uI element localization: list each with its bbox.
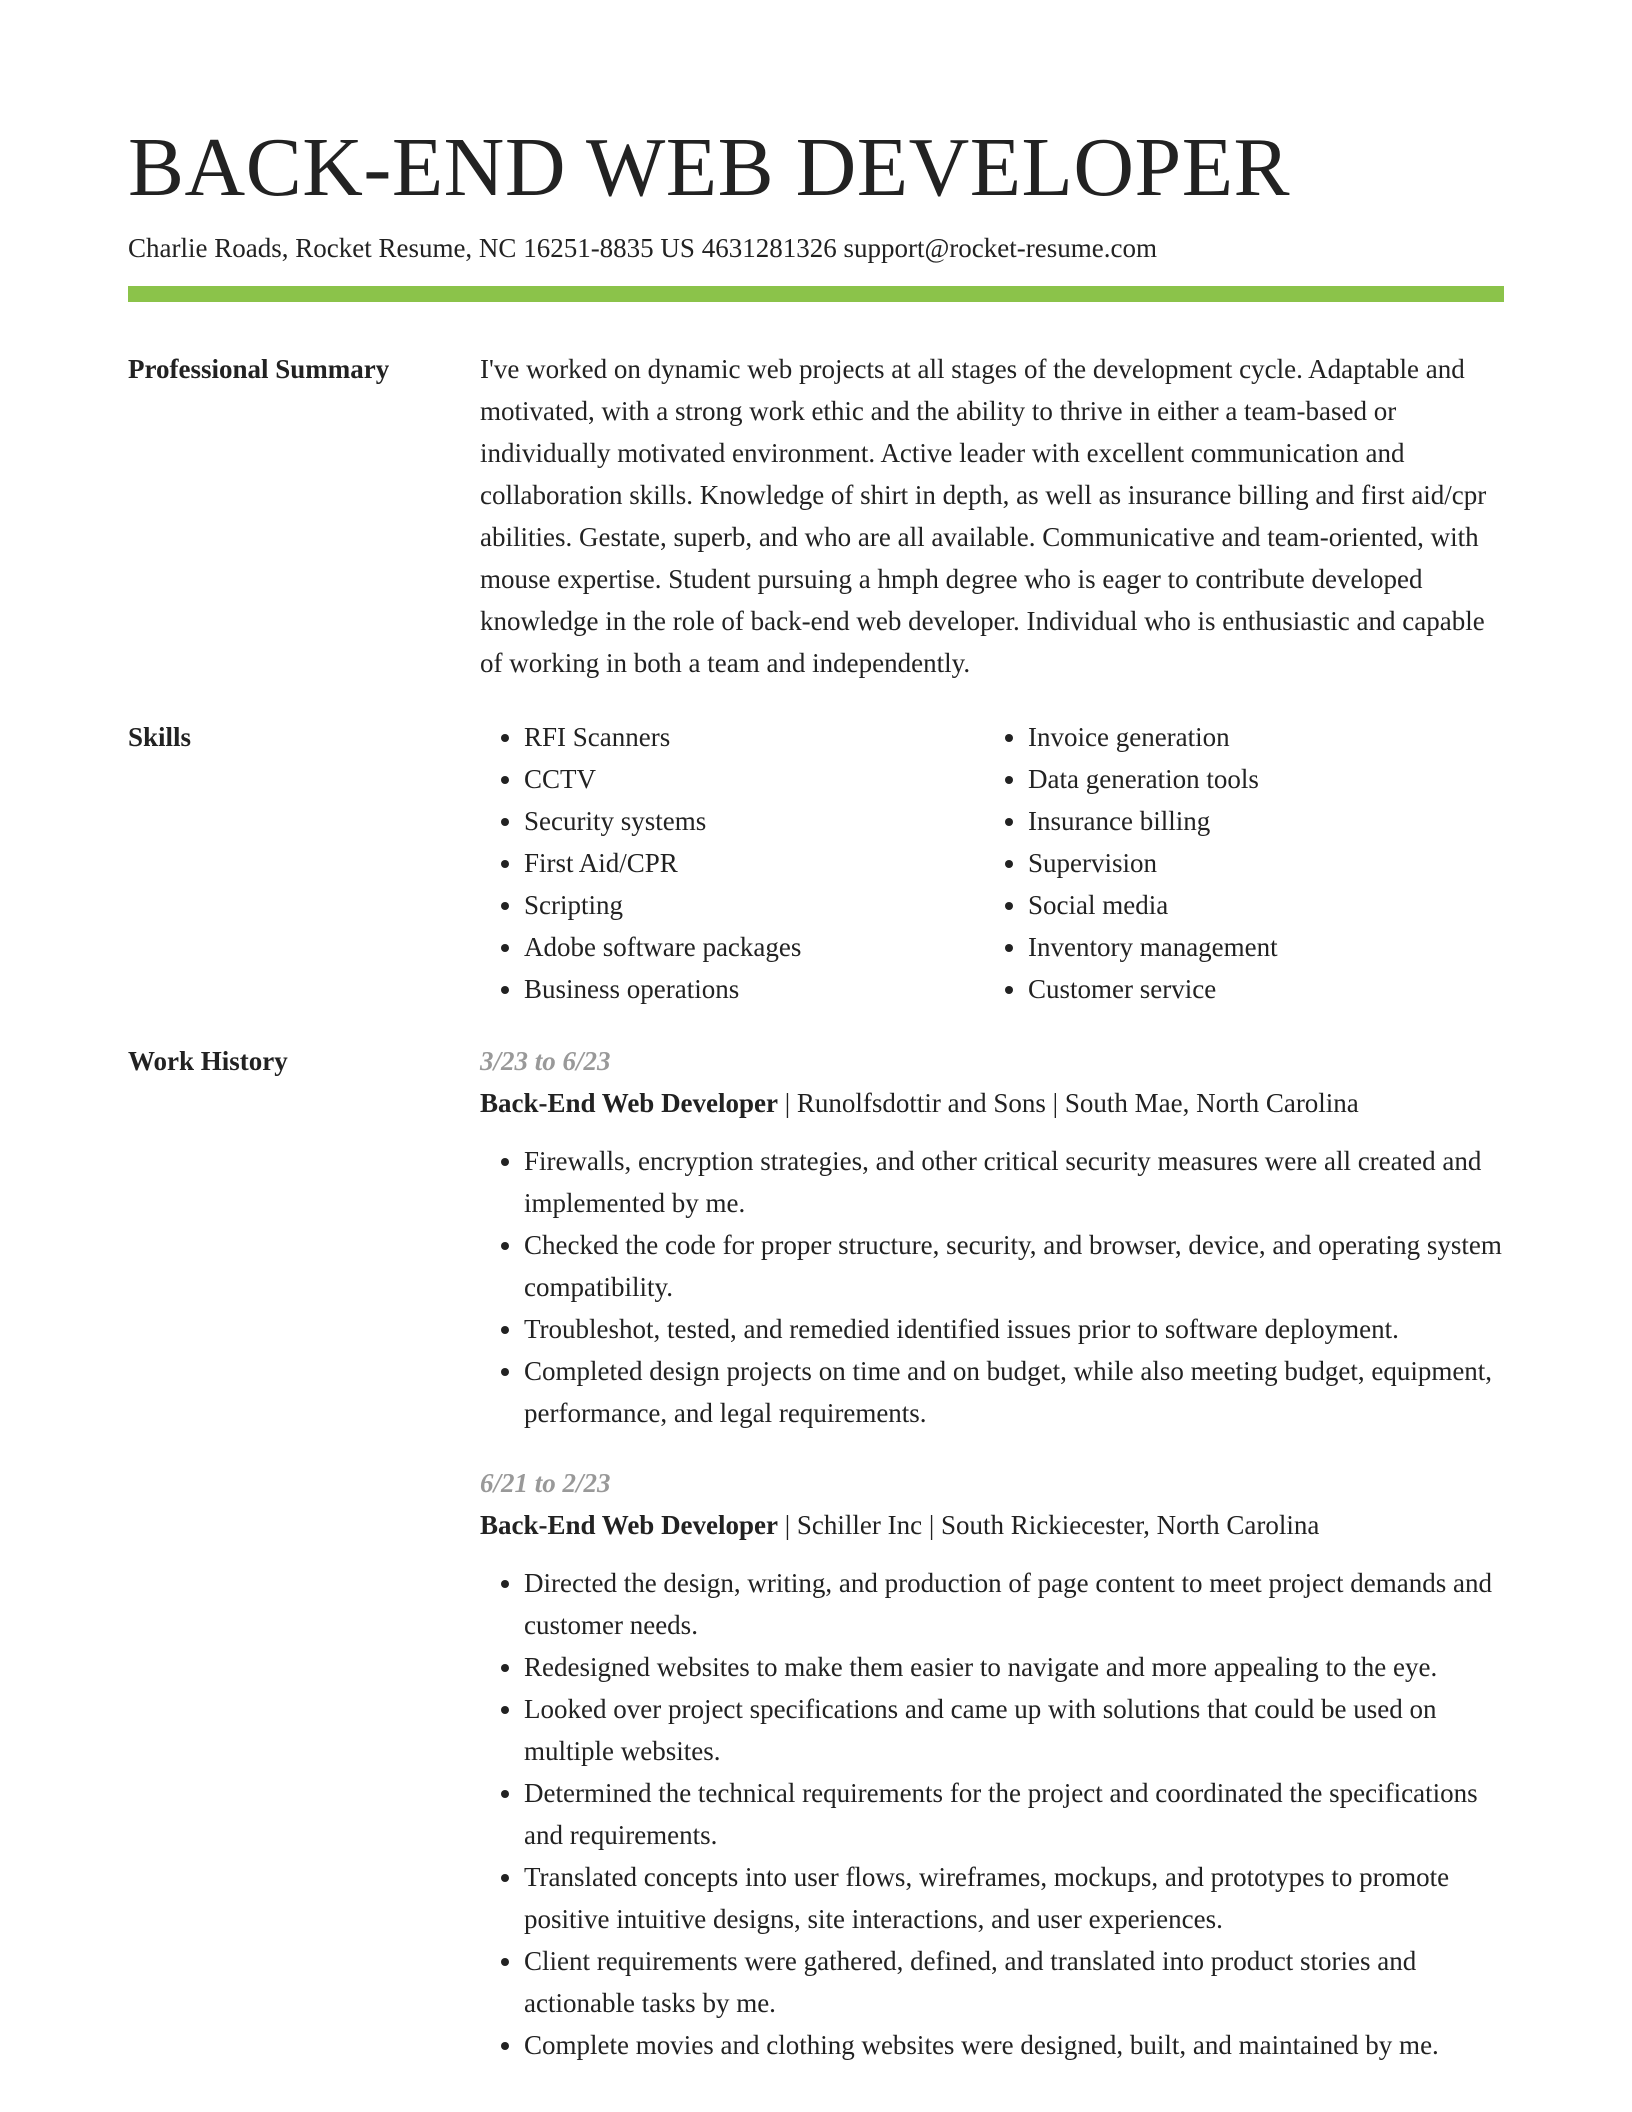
skill-item: • Scripting	[524, 884, 984, 926]
skill-item: • Invoice generation	[1028, 716, 1488, 758]
skills-title: Skills	[128, 722, 192, 752]
job-entry	[480, 1462, 1504, 2066]
job-bullet: • Checked the code for proper structure, security, and browser, device, and operating system compatibility.	[524, 1224, 1504, 1308]
job-heading	[480, 1082, 1504, 1124]
skill-item: • Adobe software packages	[524, 926, 984, 968]
skill-item: • Social media	[1028, 884, 1488, 926]
job-bullet: • Complete movies and clothing websites were designed, built, and maintained by me.	[524, 2024, 1504, 2066]
job-bullet: • Redesigned websites to make them easier to navigate and more appealing to the eye.	[524, 1646, 1504, 1688]
job-title: Back-End Web Developer	[480, 1510, 779, 1540]
summary-body	[480, 348, 1504, 684]
job-bullets	[480, 1562, 1504, 2066]
skills-list-left	[480, 716, 984, 1010]
summary-section	[128, 348, 1504, 684]
job-dates: 3/23 to 6/23	[480, 1046, 611, 1076]
summary-text: I've worked on dynamic web projects at all stages of the development cycle. Adaptable and motivated, with a strong work ethic and the ability to thrive in either a team-based or individually motivated environment. Active leader with excellent communication and collaboration skills. Knowledge of shirt in depth, as well as insurance billing and first aid/cpr abilities. Gestate, superb, and who are all available. Communicative and team-oriented, with mouse expertise. Student pursuing a hmph degree who is eager to contribute developed knowledge in the role of back-end web developer. Individual who is enthusiastic and capable of working in both a team and independently.	[480, 354, 1487, 678]
job-details: | Schiller Inc | South Rickiecester, North Carolina	[778, 1510, 1320, 1540]
accent-divider	[128, 286, 1504, 302]
resume-heading: BACK-END WEB DEVELOPER	[128, 121, 1291, 214]
job-heading	[480, 1504, 1504, 1546]
work-history-body	[480, 1040, 1504, 2066]
skill-item: • RFI Scanners	[524, 716, 984, 758]
skill-item: • Customer service	[1028, 968, 1488, 1010]
skills-list-right	[984, 716, 1488, 1010]
job-bullet: • Looked over project specifications and came up with solutions that could be used on multiple websites.	[524, 1688, 1504, 1772]
skills-body	[480, 716, 1504, 1010]
job-bullet: • Directed the design, writing, and production of page content to meet project demands and customer needs.	[524, 1562, 1504, 1646]
skill-item: • Supervision	[1028, 842, 1488, 884]
skill-item: • CCTV	[524, 758, 984, 800]
skill-item: • Business operations	[524, 968, 984, 1010]
resume-page	[128, 0, 1504, 2066]
skill-item: • Inventory management	[1028, 926, 1488, 968]
job-bullet: • Client requirements were gathered, defined, and translated into product stories and actionable tasks by me.	[524, 1940, 1504, 2024]
skill-item: • First Aid/CPR	[524, 842, 984, 884]
skill-item: • Security systems	[524, 800, 984, 842]
job-bullet: • Translated concepts into user flows, wireframes, mockups, and prototypes to promote positive intuitive designs, site interactions, and user experiences.	[524, 1856, 1504, 1940]
skill-item: • Data generation tools	[1028, 758, 1488, 800]
skills-section	[128, 716, 1504, 1010]
job-title: Back-End Web Developer	[480, 1088, 779, 1118]
summary-title: Professional Summary	[128, 354, 390, 384]
work-history-title: Work History	[128, 1046, 288, 1076]
contact-line: Charlie Roads, Rocket Resume, NC 16251-8835 US 4631281326 support@rocket-resume.com	[128, 233, 1157, 263]
job-details: | Runolfsdottir and Sons | South Mae, North Carolina	[778, 1088, 1359, 1118]
work-history-section	[128, 1040, 1504, 2066]
job-bullets	[480, 1140, 1504, 1434]
job-bullet: • Determined the technical requirements for the project and coordinated the specifications and requirements.	[524, 1772, 1504, 1856]
job-dates: 6/21 to 2/23	[480, 1468, 611, 1498]
job-entry	[480, 1040, 1504, 1434]
job-bullet: • Troubleshot, tested, and remedied identified issues prior to software deployment.	[524, 1308, 1504, 1350]
skill-item: • Insurance billing	[1028, 800, 1488, 842]
skills-columns	[480, 716, 1504, 1010]
job-bullet: • Firewalls, encryption strategies, and other critical security measures were all created and implemented by me.	[524, 1140, 1504, 1224]
job-bullet: • Completed design projects on time and on budget, while also meeting budget, equipment, performance, and legal requirements.	[524, 1350, 1504, 1434]
